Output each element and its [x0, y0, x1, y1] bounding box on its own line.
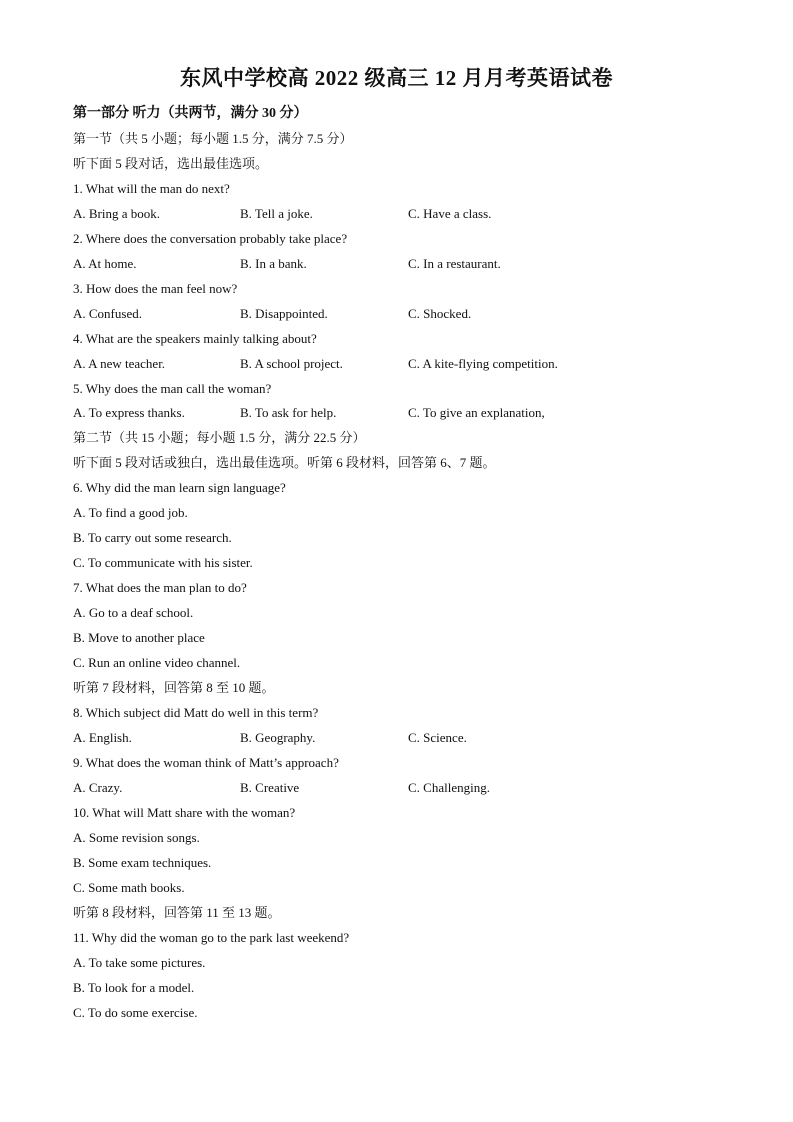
exam-title: 东风中学校高 2022 级高三 12 月月考英语试卷 — [180, 66, 613, 90]
material7-instruction: 听第 7 段材料，回答第 8 至 10 题。 — [73, 680, 275, 695]
q8-option-a: A. English. — [73, 730, 132, 745]
q8-option-c: C. Science. — [408, 730, 467, 745]
q4-option-a: A. A new teacher. — [73, 356, 166, 371]
q9-option-b: B. Creative — [240, 780, 300, 795]
question-4: 4. What are the speakers mainly talking about? — [73, 331, 317, 346]
question-6: 6. Why did the man learn sign language? — [73, 480, 286, 495]
q6-option-c: C. To communicate with his sister. — [73, 555, 253, 570]
q1-option-b: B. Tell a joke. — [240, 206, 313, 221]
question-9: 9. What does the woman think of Matt’s approach? — [73, 755, 339, 770]
question-1: 1. What will the man do next? — [73, 181, 230, 196]
q6-option-a: A. To find a good job. — [73, 505, 188, 520]
q10-option-c: C. Some math books. — [73, 880, 185, 895]
q7-option-c: C. Run an online video channel. — [73, 655, 241, 670]
q3-option-b: B. Disappointed. — [240, 306, 328, 321]
question-5: 5. Why does the man call the woman? — [73, 381, 272, 396]
question-7: 7. What does the man plan to do? — [73, 580, 247, 595]
q7-option-a: A. Go to a deaf school. — [73, 605, 194, 620]
q2-option-b: B. In a bank. — [240, 256, 307, 271]
q3-option-c: C. Shocked. — [408, 306, 472, 321]
question-8: 8. Which subject did Matt do well in this term? — [73, 705, 319, 720]
q9-option-c: C. Challenging. — [408, 780, 490, 795]
question-3: 3. How does the man feel now? — [73, 281, 238, 296]
q1-option-a: A. Bring a book. — [73, 206, 161, 221]
section2-instruction: 听下面 5 段对话或独白，选出最佳选项。听第 6 段材料，回答第 6、7 题。 — [73, 455, 496, 470]
q5-option-b: B. To ask for help. — [240, 405, 337, 420]
q11-option-b: B. To look for a model. — [73, 980, 195, 995]
q9-option-a: A. Crazy. — [73, 780, 123, 795]
q6-option-b: B. To carry out some research. — [73, 530, 232, 545]
q7-option-b: B. Move to another place — [73, 630, 205, 645]
q10-option-b: B. Some exam techniques. — [73, 855, 212, 870]
q4-option-c: C. A kite-flying competition. — [408, 356, 558, 371]
q1-option-c: C. Have a class. — [408, 206, 492, 221]
section1-heading: 第一节（共 5 小题；每小题 1.5 分，满分 7.5 分） — [73, 131, 353, 146]
q11-option-a: A. To take some pictures. — [73, 955, 206, 970]
section2-heading: 第二节（共 15 小题；每小题 1.5 分，满分 22.5 分） — [73, 430, 366, 445]
part1-heading: 第一部分 听力（共两节，满分 30 分） — [73, 106, 308, 121]
q10-option-a: A. Some revision songs. — [73, 830, 200, 845]
q11-option-c: C. To do some exercise. — [73, 1005, 198, 1020]
question-11: 11. Why did the woman go to the park last weekend? — [73, 930, 350, 945]
q5-option-c: C. To give an explanation, — [408, 405, 545, 420]
q5-option-a: A. To express thanks. — [73, 405, 185, 420]
q2-option-c: C. In a restaurant. — [408, 256, 501, 271]
question-2: 2. Where does the conversation probably take place? — [73, 231, 348, 246]
question-10: 10. What will Matt share with the woman? — [73, 805, 296, 820]
q2-option-a: A. At home. — [73, 256, 137, 271]
q3-option-a: A. Confused. — [73, 306, 142, 321]
q4-option-b: B. A school project. — [240, 356, 343, 371]
section1-instruction: 听下面 5 段对话，选出最佳选项。 — [73, 156, 269, 171]
q8-option-b: B. Geography. — [240, 730, 316, 745]
material8-instruction: 听第 8 段材料，回答第 11 至 13 题。 — [73, 905, 281, 920]
